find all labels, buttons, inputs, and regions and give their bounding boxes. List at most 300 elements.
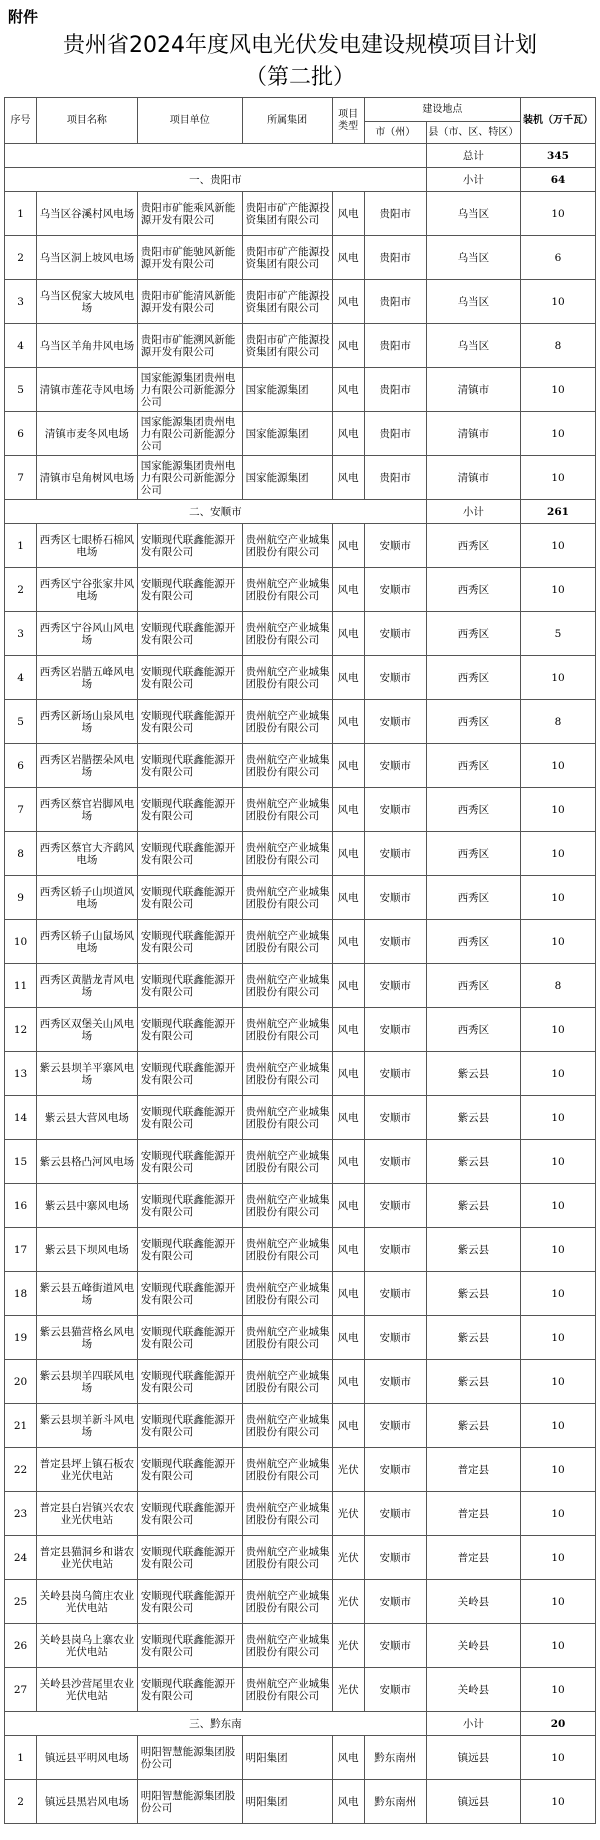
table-row <box>5 612 596 656</box>
cell-group: 贵州航空产业城集团股份有限公司 <box>242 788 332 832</box>
cell-unit: 明阳智慧能源集团股份公司 <box>137 1736 242 1780</box>
cell-group: 贵州航空产业城集团股份有限公司 <box>242 612 332 656</box>
cell-name: 普定县坪上镇石板农业光伏电站 <box>37 1448 138 1492</box>
cell-type: 光伏 <box>332 1536 364 1580</box>
table-row <box>5 368 596 412</box>
cell-name: 关岭县沙营尾里农业光伏电站 <box>37 1668 138 1712</box>
table-row <box>5 568 596 612</box>
header-type: 项目类型 <box>332 98 364 144</box>
cell-county: 西秀区 <box>426 832 520 876</box>
cell-city: 安顺市 <box>364 568 426 612</box>
table-row <box>5 236 596 280</box>
cell-capacity: 10 <box>521 788 596 832</box>
cell-capacity: 10 <box>521 1228 596 1272</box>
cell-city: 安顺市 <box>364 700 426 744</box>
header-location: 建设地点 <box>364 98 520 122</box>
cell-unit: 安顺现代联鑫能源开发有限公司 <box>137 876 242 920</box>
cell-county: 乌当区 <box>426 324 520 368</box>
cell-seq: 22 <box>5 1448 37 1492</box>
cell-county: 清镇市 <box>426 456 520 500</box>
table-row <box>5 1140 596 1184</box>
section-row <box>5 168 596 192</box>
cell-seq: 1 <box>5 192 37 236</box>
cell-capacity: 10 <box>521 876 596 920</box>
cell-type: 风电 <box>332 1228 364 1272</box>
cell-unit: 安顺现代联鑫能源开发有限公司 <box>137 1228 242 1272</box>
cell-city: 安顺市 <box>364 1096 426 1140</box>
cell-capacity: 10 <box>521 744 596 788</box>
cell-name: 普定县猫洞乡和谐农业光伏电站 <box>37 1536 138 1580</box>
cell-group: 贵州航空产业城集团股份有限公司 <box>242 1316 332 1360</box>
cell-type: 风电 <box>332 456 364 500</box>
cell-name: 西秀区轿子山坝道风电场 <box>37 876 138 920</box>
cell-group: 贵州航空产业城集团股份有限公司 <box>242 1448 332 1492</box>
cell-city: 黔东南州 <box>364 1780 426 1824</box>
cell-county: 普定县 <box>426 1492 520 1536</box>
cell-name: 西秀区宁谷张家井风电场 <box>37 568 138 612</box>
cell-group: 贵州航空产业城集团股份有限公司 <box>242 876 332 920</box>
cell-capacity: 10 <box>521 1736 596 1780</box>
cell-unit: 安顺现代联鑫能源开发有限公司 <box>137 1624 242 1668</box>
cell-type: 风电 <box>332 568 364 612</box>
cell-city: 安顺市 <box>364 612 426 656</box>
cell-type: 风电 <box>332 412 364 456</box>
cell-county: 紫云县 <box>426 1096 520 1140</box>
cell-type: 风电 <box>332 1184 364 1228</box>
cell-seq: 2 <box>5 568 37 612</box>
cell-city: 安顺市 <box>364 1360 426 1404</box>
cell-type: 风电 <box>332 964 364 1008</box>
header-name: 项目名称 <box>37 98 138 144</box>
table-row <box>5 1272 596 1316</box>
cell-type: 风电 <box>332 236 364 280</box>
cell-group: 贵州航空产业城集团股份有限公司 <box>242 656 332 700</box>
table-row <box>5 192 596 236</box>
cell-type: 光伏 <box>332 1624 364 1668</box>
cell-capacity: 10 <box>521 1360 596 1404</box>
cell-group: 贵州航空产业城集团股份有限公司 <box>242 1624 332 1668</box>
section-row <box>5 500 596 524</box>
cell-group: 贵州航空产业城集团股份有限公司 <box>242 1492 332 1536</box>
table-row <box>5 656 596 700</box>
cell-capacity: 10 <box>521 1448 596 1492</box>
cell-unit: 国家能源集团贵州电力有限公司新能源分公司 <box>137 456 242 500</box>
cell-name: 清镇市皂角树风电场 <box>37 456 138 500</box>
cell-seq: 6 <box>5 744 37 788</box>
cell-name: 清镇市莲花寺风电场 <box>37 368 138 412</box>
cell-unit: 安顺现代联鑫能源开发有限公司 <box>137 1580 242 1624</box>
cell-seq: 2 <box>5 1780 37 1824</box>
cell-county: 紫云县 <box>426 1272 520 1316</box>
cell-group: 贵州航空产业城集团股份有限公司 <box>242 1140 332 1184</box>
cell-type: 风电 <box>332 700 364 744</box>
cell-unit: 安顺现代联鑫能源开发有限公司 <box>137 788 242 832</box>
table-row <box>5 1052 596 1096</box>
cell-unit: 安顺现代联鑫能源开发有限公司 <box>137 568 242 612</box>
cell-name: 镇远县平明风电场 <box>37 1736 138 1780</box>
cell-unit: 安顺现代联鑫能源开发有限公司 <box>137 920 242 964</box>
header-seq: 序号 <box>5 98 37 144</box>
cell-county: 清镇市 <box>426 368 520 412</box>
cell-type: 风电 <box>332 524 364 568</box>
subtotal-value: 64 <box>521 168 596 192</box>
cell-unit: 贵阳市矿能乘风新能源开发有限公司 <box>137 192 242 236</box>
cell-type: 风电 <box>332 1272 364 1316</box>
cell-county: 关岭县 <box>426 1624 520 1668</box>
cell-unit: 安顺现代联鑫能源开发有限公司 <box>137 964 242 1008</box>
cell-county: 紫云县 <box>426 1404 520 1448</box>
table-row <box>5 1580 596 1624</box>
cell-city: 安顺市 <box>364 744 426 788</box>
cell-city: 安顺市 <box>364 1272 426 1316</box>
cell-city: 安顺市 <box>364 1536 426 1580</box>
cell-seq: 24 <box>5 1536 37 1580</box>
cell-group: 贵州航空产业城集团股份有限公司 <box>242 832 332 876</box>
section-title: 二、安顺市 <box>5 500 427 524</box>
cell-type: 风电 <box>332 1052 364 1096</box>
cell-type: 风电 <box>332 1404 364 1448</box>
cell-seq: 10 <box>5 920 37 964</box>
cell-unit: 贵阳市矿能清风新能源开发有限公司 <box>137 280 242 324</box>
total-row <box>5 144 596 168</box>
cell-unit: 安顺现代联鑫能源开发有限公司 <box>137 1448 242 1492</box>
cell-group: 贵州航空产业城集团股份有限公司 <box>242 964 332 1008</box>
cell-name: 西秀区黄腊龙青风电场 <box>37 964 138 1008</box>
cell-city: 安顺市 <box>364 964 426 1008</box>
header-unit: 项目单位 <box>137 98 242 144</box>
cell-name: 乌当区洞上坡风电场 <box>37 236 138 280</box>
cell-group: 贵州航空产业城集团股份有限公司 <box>242 1228 332 1272</box>
cell-type: 光伏 <box>332 1668 364 1712</box>
cell-capacity: 10 <box>521 368 596 412</box>
cell-unit: 国家能源集团贵州电力有限公司新能源分公司 <box>137 368 242 412</box>
cell-county: 镇远县 <box>426 1736 520 1780</box>
cell-unit: 安顺现代联鑫能源开发有限公司 <box>137 700 242 744</box>
cell-county: 西秀区 <box>426 612 520 656</box>
cell-unit: 安顺现代联鑫能源开发有限公司 <box>137 1272 242 1316</box>
cell-capacity: 10 <box>521 1272 596 1316</box>
table-row <box>5 920 596 964</box>
cell-city: 安顺市 <box>364 1140 426 1184</box>
cell-name: 乌当区倪家大坡风电场 <box>37 280 138 324</box>
section-title: 一、贵阳市 <box>5 168 427 192</box>
cell-name: 紫云县下坝风电场 <box>37 1228 138 1272</box>
cell-city: 贵阳市 <box>364 236 426 280</box>
cell-unit: 安顺现代联鑫能源开发有限公司 <box>137 1536 242 1580</box>
table-row <box>5 1536 596 1580</box>
cell-group: 贵州航空产业城集团股份有限公司 <box>242 568 332 612</box>
cell-name: 西秀区岩腊摆朵风电场 <box>37 744 138 788</box>
table-row <box>5 524 596 568</box>
cell-seq: 4 <box>5 324 37 368</box>
cell-city: 安顺市 <box>364 788 426 832</box>
cell-county: 西秀区 <box>426 524 520 568</box>
cell-county: 紫云县 <box>426 1316 520 1360</box>
cell-type: 风电 <box>332 1736 364 1780</box>
cell-type: 风电 <box>332 192 364 236</box>
table-row <box>5 1228 596 1272</box>
document-title <box>0 30 600 94</box>
total-label: 总计 <box>426 144 520 168</box>
cell-capacity: 10 <box>521 1052 596 1096</box>
cell-seq: 14 <box>5 1096 37 1140</box>
cell-capacity: 10 <box>521 1404 596 1448</box>
cell-county: 乌当区 <box>426 236 520 280</box>
title-line-2: （第二批） <box>244 65 355 90</box>
cell-capacity: 8 <box>521 964 596 1008</box>
cell-group: 国家能源集团 <box>242 368 332 412</box>
cell-name: 西秀区双堡关山风电场 <box>37 1008 138 1052</box>
table-body <box>5 144 596 1824</box>
table-row <box>5 1316 596 1360</box>
cell-city: 安顺市 <box>364 656 426 700</box>
cell-unit: 安顺现代联鑫能源开发有限公司 <box>137 1404 242 1448</box>
cell-name: 紫云县五峰街道风电场 <box>37 1272 138 1316</box>
cell-capacity: 6 <box>521 236 596 280</box>
cell-name: 西秀区岩腊五峰风电场 <box>37 656 138 700</box>
cell-seq: 5 <box>5 700 37 744</box>
project-table <box>4 97 596 1824</box>
cell-city: 贵阳市 <box>364 280 426 324</box>
cell-name: 关岭县岗乌上寨农业光伏电站 <box>37 1624 138 1668</box>
table-row <box>5 1448 596 1492</box>
total-value: 345 <box>521 144 596 168</box>
cell-city: 贵阳市 <box>364 324 426 368</box>
header-group: 所属集团 <box>242 98 332 144</box>
cell-capacity: 10 <box>521 1536 596 1580</box>
table-row <box>5 1404 596 1448</box>
cell-capacity: 10 <box>521 280 596 324</box>
cell-capacity: 10 <box>521 1668 596 1712</box>
subtotal-label: 小计 <box>426 500 520 524</box>
cell-name: 西秀区蔡官岩脚风电场 <box>37 788 138 832</box>
cell-type: 光伏 <box>332 1448 364 1492</box>
cell-group: 贵阳市矿产能源投资集团有限公司 <box>242 324 332 368</box>
cell-group: 贵州航空产业城集团股份有限公司 <box>242 920 332 964</box>
cell-county: 西秀区 <box>426 744 520 788</box>
cell-name: 西秀区宁谷风山风电场 <box>37 612 138 656</box>
cell-seq: 13 <box>5 1052 37 1096</box>
table-row <box>5 1780 596 1824</box>
cell-capacity: 5 <box>521 612 596 656</box>
cell-seq: 16 <box>5 1184 37 1228</box>
cell-capacity: 10 <box>521 192 596 236</box>
cell-unit: 明阳智慧能源集团股份公司 <box>137 1780 242 1824</box>
cell-county: 乌当区 <box>426 280 520 324</box>
cell-county: 西秀区 <box>426 964 520 1008</box>
cell-seq: 8 <box>5 832 37 876</box>
cell-name: 乌当区谷溪村风电场 <box>37 192 138 236</box>
cell-city: 贵阳市 <box>364 412 426 456</box>
cell-group: 明阳集团 <box>242 1780 332 1824</box>
cell-name: 西秀区新场山泉风电场 <box>37 700 138 744</box>
cell-capacity: 10 <box>521 656 596 700</box>
cell-capacity: 10 <box>521 1008 596 1052</box>
cell-seq: 15 <box>5 1140 37 1184</box>
cell-city: 安顺市 <box>364 1184 426 1228</box>
subtotal-label: 小计 <box>426 1712 520 1736</box>
cell-city: 贵阳市 <box>364 368 426 412</box>
cell-type: 风电 <box>332 324 364 368</box>
cell-type: 光伏 <box>332 1580 364 1624</box>
cell-seq: 18 <box>5 1272 37 1316</box>
cell-type: 风电 <box>332 280 364 324</box>
cell-seq: 19 <box>5 1316 37 1360</box>
cell-type: 光伏 <box>332 1492 364 1536</box>
cell-seq: 2 <box>5 236 37 280</box>
cell-capacity: 10 <box>521 1780 596 1824</box>
cell-seq: 7 <box>5 456 37 500</box>
cell-group: 国家能源集团 <box>242 412 332 456</box>
table-row <box>5 1096 596 1140</box>
cell-seq: 21 <box>5 1404 37 1448</box>
cell-county: 普定县 <box>426 1448 520 1492</box>
subtotal-value: 261 <box>521 500 596 524</box>
cell-unit: 安顺现代联鑫能源开发有限公司 <box>137 1316 242 1360</box>
table-row <box>5 1624 596 1668</box>
cell-name: 紫云县坝羊四联风电场 <box>37 1360 138 1404</box>
cell-group: 贵州航空产业城集团股份有限公司 <box>242 700 332 744</box>
cell-unit: 安顺现代联鑫能源开发有限公司 <box>137 1008 242 1052</box>
cell-city: 安顺市 <box>364 524 426 568</box>
cell-name: 关岭县岗乌简庄农业光伏电站 <box>37 1580 138 1624</box>
cell-county: 镇远县 <box>426 1780 520 1824</box>
cell-city: 安顺市 <box>364 1492 426 1536</box>
cell-county: 西秀区 <box>426 568 520 612</box>
cell-group: 贵州航空产业城集团股份有限公司 <box>242 1052 332 1096</box>
cell-seq: 20 <box>5 1360 37 1404</box>
cell-city: 安顺市 <box>364 1448 426 1492</box>
table-row <box>5 280 596 324</box>
cell-capacity: 10 <box>521 568 596 612</box>
cell-capacity: 10 <box>521 832 596 876</box>
table-row <box>5 1184 596 1228</box>
cell-type: 风电 <box>332 920 364 964</box>
cell-unit: 安顺现代联鑫能源开发有限公司 <box>137 744 242 788</box>
cell-seq: 11 <box>5 964 37 1008</box>
table-row <box>5 1668 596 1712</box>
cell-group: 贵州航空产业城集团股份有限公司 <box>242 744 332 788</box>
cell-type: 风电 <box>332 876 364 920</box>
cell-type: 风电 <box>332 656 364 700</box>
attachment-label: 附件 <box>8 8 39 26</box>
cell-unit: 安顺现代联鑫能源开发有限公司 <box>137 1668 242 1712</box>
cell-group: 贵州航空产业城集团股份有限公司 <box>242 1668 332 1712</box>
cell-name: 西秀区七眼桥石棉风电场 <box>37 524 138 568</box>
cell-group: 贵州航空产业城集团股份有限公司 <box>242 1008 332 1052</box>
cell-seq: 4 <box>5 656 37 700</box>
cell-group: 贵州航空产业城集团股份有限公司 <box>242 1580 332 1624</box>
cell-type: 风电 <box>332 1140 364 1184</box>
cell-city: 安顺市 <box>364 1624 426 1668</box>
cell-type: 风电 <box>332 1780 364 1824</box>
table-row <box>5 1736 596 1780</box>
cell-city: 安顺市 <box>364 1404 426 1448</box>
cell-capacity: 10 <box>521 1624 596 1668</box>
cell-city: 安顺市 <box>364 1008 426 1052</box>
table-row <box>5 964 596 1008</box>
cell-type: 风电 <box>332 368 364 412</box>
cell-group: 贵州航空产业城集团股份有限公司 <box>242 524 332 568</box>
cell-seq: 1 <box>5 1736 37 1780</box>
cell-county: 西秀区 <box>426 1008 520 1052</box>
cell-seq: 23 <box>5 1492 37 1536</box>
cell-seq: 6 <box>5 412 37 456</box>
subtotal-value: 20 <box>521 1712 596 1736</box>
cell-unit: 安顺现代联鑫能源开发有限公司 <box>137 612 242 656</box>
cell-name: 镇远县黑岩风电场 <box>37 1780 138 1824</box>
cell-city: 安顺市 <box>364 1052 426 1096</box>
cell-seq: 5 <box>5 368 37 412</box>
cell-capacity: 10 <box>521 920 596 964</box>
cell-unit: 安顺现代联鑫能源开发有限公司 <box>137 1360 242 1404</box>
cell-unit: 安顺现代联鑫能源开发有限公司 <box>137 1492 242 1536</box>
cell-unit: 安顺现代联鑫能源开发有限公司 <box>137 1184 242 1228</box>
section-row <box>5 1712 596 1736</box>
cell-name: 普定县白岩镇兴农农业光伏电站 <box>37 1492 138 1536</box>
cell-type: 风电 <box>332 1360 364 1404</box>
cell-name: 紫云县格凸河风电场 <box>37 1140 138 1184</box>
cell-type: 风电 <box>332 1096 364 1140</box>
cell-name: 紫云县中寨风电场 <box>37 1184 138 1228</box>
table-row <box>5 1360 596 1404</box>
cell-county: 西秀区 <box>426 700 520 744</box>
cell-city: 贵阳市 <box>364 192 426 236</box>
cell-unit: 安顺现代联鑫能源开发有限公司 <box>137 1140 242 1184</box>
header-city: 市（州） <box>364 122 426 144</box>
cell-seq: 7 <box>5 788 37 832</box>
cell-capacity: 10 <box>521 524 596 568</box>
cell-county: 关岭县 <box>426 1668 520 1712</box>
table-row <box>5 700 596 744</box>
cell-group: 贵州航空产业城集团股份有限公司 <box>242 1272 332 1316</box>
table-row <box>5 412 596 456</box>
cell-capacity: 10 <box>521 1096 596 1140</box>
cell-group: 贵州航空产业城集团股份有限公司 <box>242 1536 332 1580</box>
cell-seq: 1 <box>5 524 37 568</box>
cell-city: 黔东南州 <box>364 1736 426 1780</box>
cell-seq: 27 <box>5 1668 37 1712</box>
cell-name: 紫云县坝羊平寨风电场 <box>37 1052 138 1096</box>
cell-unit: 贵阳市矿能驰风新能源开发有限公司 <box>137 236 242 280</box>
cell-name: 乌当区羊角井风电场 <box>37 324 138 368</box>
cell-county: 西秀区 <box>426 920 520 964</box>
table-row <box>5 324 596 368</box>
cell-seq: 3 <box>5 612 37 656</box>
cell-county: 清镇市 <box>426 412 520 456</box>
cell-county: 乌当区 <box>426 192 520 236</box>
cell-county: 普定县 <box>426 1536 520 1580</box>
title-line-1: 贵州省2024年度风电光伏发电建设规模项目计划 <box>63 33 537 58</box>
cell-name: 紫云县猫营格幺风电场 <box>37 1316 138 1360</box>
cell-type: 风电 <box>332 744 364 788</box>
cell-unit: 安顺现代联鑫能源开发有限公司 <box>137 524 242 568</box>
cell-seq: 26 <box>5 1624 37 1668</box>
cell-unit: 安顺现代联鑫能源开发有限公司 <box>137 1052 242 1096</box>
cell-capacity: 10 <box>521 1580 596 1624</box>
cell-name: 西秀区轿子山鼠场风电场 <box>37 920 138 964</box>
cell-group: 贵州航空产业城集团股份有限公司 <box>242 1360 332 1404</box>
cell-group: 贵阳市矿产能源投资集团有限公司 <box>242 192 332 236</box>
subtotal-label: 小计 <box>426 168 520 192</box>
cell-group: 贵阳市矿产能源投资集团有限公司 <box>242 280 332 324</box>
cell-group: 明阳集团 <box>242 1736 332 1780</box>
cell-name: 清镇市麦冬风电场 <box>37 412 138 456</box>
cell-county: 西秀区 <box>426 876 520 920</box>
table-row <box>5 788 596 832</box>
cell-seq: 9 <box>5 876 37 920</box>
cell-name: 紫云县大营风电场 <box>37 1096 138 1140</box>
